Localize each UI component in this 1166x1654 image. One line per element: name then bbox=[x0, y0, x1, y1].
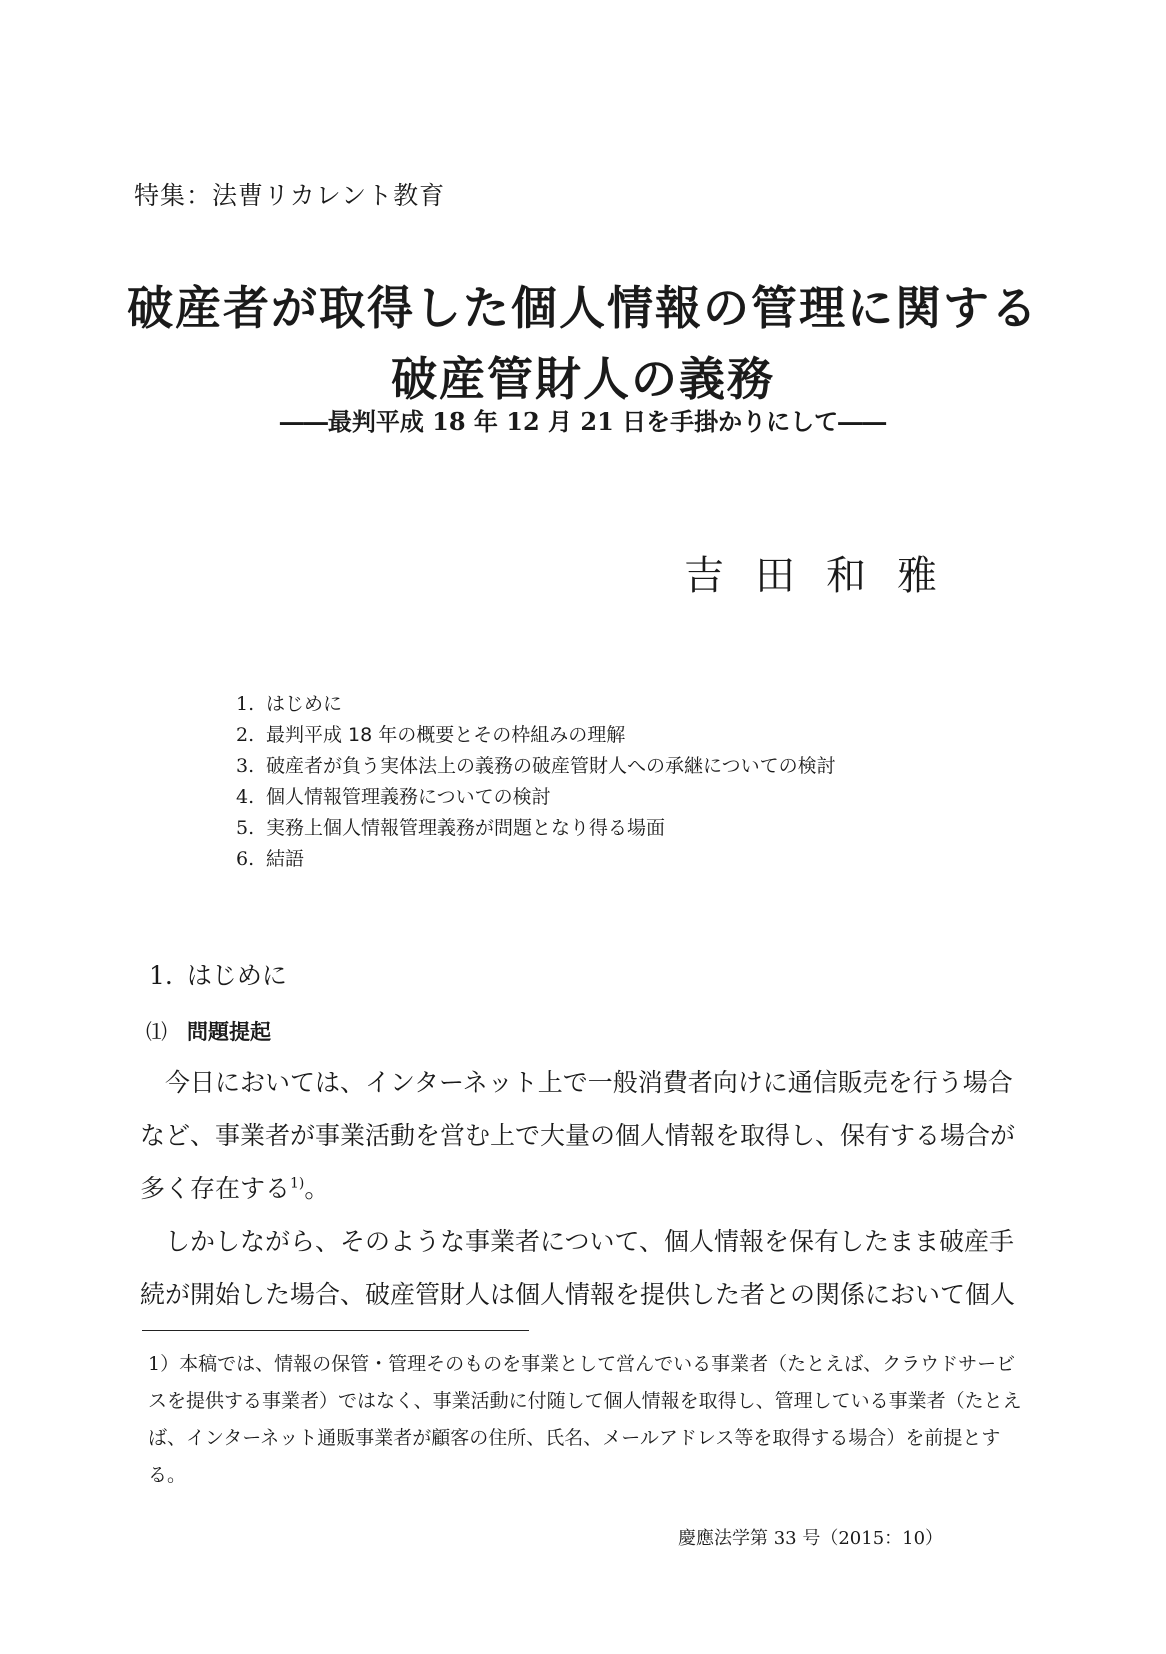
toc-item bbox=[236, 751, 836, 782]
toc-item-label: 破産者が負う実体法上の義務の破産管財人への承継についての検討 bbox=[266, 755, 836, 777]
toc-item-label: 個人情報管理義務についての検討 bbox=[266, 786, 551, 808]
toc-item-label: はじめに bbox=[266, 693, 343, 715]
subsection-number: ⑴ bbox=[146, 1020, 167, 1044]
title-line-1: 破産者が取得した個人情報の管理に関する bbox=[127, 281, 1039, 335]
body-paragraph-2: しかしながら、そのような事業者について、個人情報を保有したまま破産手続が開始した場合、破産管財人は個人情報を提供した者との関係において個人 bbox=[140, 1227, 1016, 1309]
footnote-divider bbox=[142, 1330, 529, 1331]
table-of-contents bbox=[236, 689, 836, 875]
toc-item-number: 6. bbox=[236, 848, 255, 870]
paragraph-end: 。 bbox=[304, 1174, 330, 1203]
toc-item bbox=[236, 720, 836, 751]
subsection-title: 問題提起 bbox=[187, 1020, 271, 1044]
footnote-text: 本稿では、情報の保管・管理そのものを事業として営んでいる事業者（たとえば、クラウドサービスを提供する事業者）ではなく、事業活動に付随して個人情報を取得し、管理している事業者（たとえば、インターネット通販事業者が顧客の住所、氏名、メールアドレス等を取得する場合）を前提とする。 bbox=[148, 1353, 1022, 1486]
footnote-reference: 1) bbox=[290, 1175, 305, 1192]
section-heading bbox=[149, 956, 287, 992]
toc-item-number: 5. bbox=[236, 817, 255, 839]
section-number: 1. bbox=[149, 961, 173, 990]
footnote-label: 1） bbox=[148, 1353, 180, 1375]
toc-item-number: 3. bbox=[236, 755, 255, 777]
subsection-heading bbox=[146, 1016, 271, 1046]
toc-item-label: 結語 bbox=[266, 848, 305, 870]
subtitle: ――最判平成 18 年 12 月 21 日を手掛かりにして―― bbox=[279, 407, 887, 436]
journal-footer: 慶應法学第 33 号（2015：10） bbox=[678, 1528, 944, 1549]
toc-item-number: 4. bbox=[236, 786, 255, 808]
toc-item bbox=[236, 782, 836, 813]
paragraph-text: 今日においては、インターネット上で一般消費者向けに通信販売を行う場合など、事業者が事業活動を営む上で大量の個人情報を取得し、保有する場合が多く存在する bbox=[140, 1068, 1016, 1203]
toc-item bbox=[236, 844, 836, 875]
toc-item-number: 2. bbox=[236, 724, 255, 746]
toc-item bbox=[236, 689, 836, 720]
body-paragraph-1 bbox=[140, 1056, 1030, 1215]
toc-item-number: 1. bbox=[236, 693, 255, 715]
section-title: はじめに bbox=[186, 961, 287, 990]
toc-item bbox=[236, 813, 836, 844]
footnote bbox=[148, 1346, 1026, 1494]
feature-label: 特集：法曹リカレント教育 bbox=[134, 181, 446, 210]
title-line-2: 破産管財人の義務 bbox=[391, 352, 775, 406]
toc-item-label: 実務上個人情報管理義務が問題となり得る場面 bbox=[266, 817, 666, 839]
author-name: 吉田和雅 bbox=[684, 553, 968, 599]
toc-item-label: 最判平成 18 年の概要とその枠組みの理解 bbox=[266, 724, 626, 746]
